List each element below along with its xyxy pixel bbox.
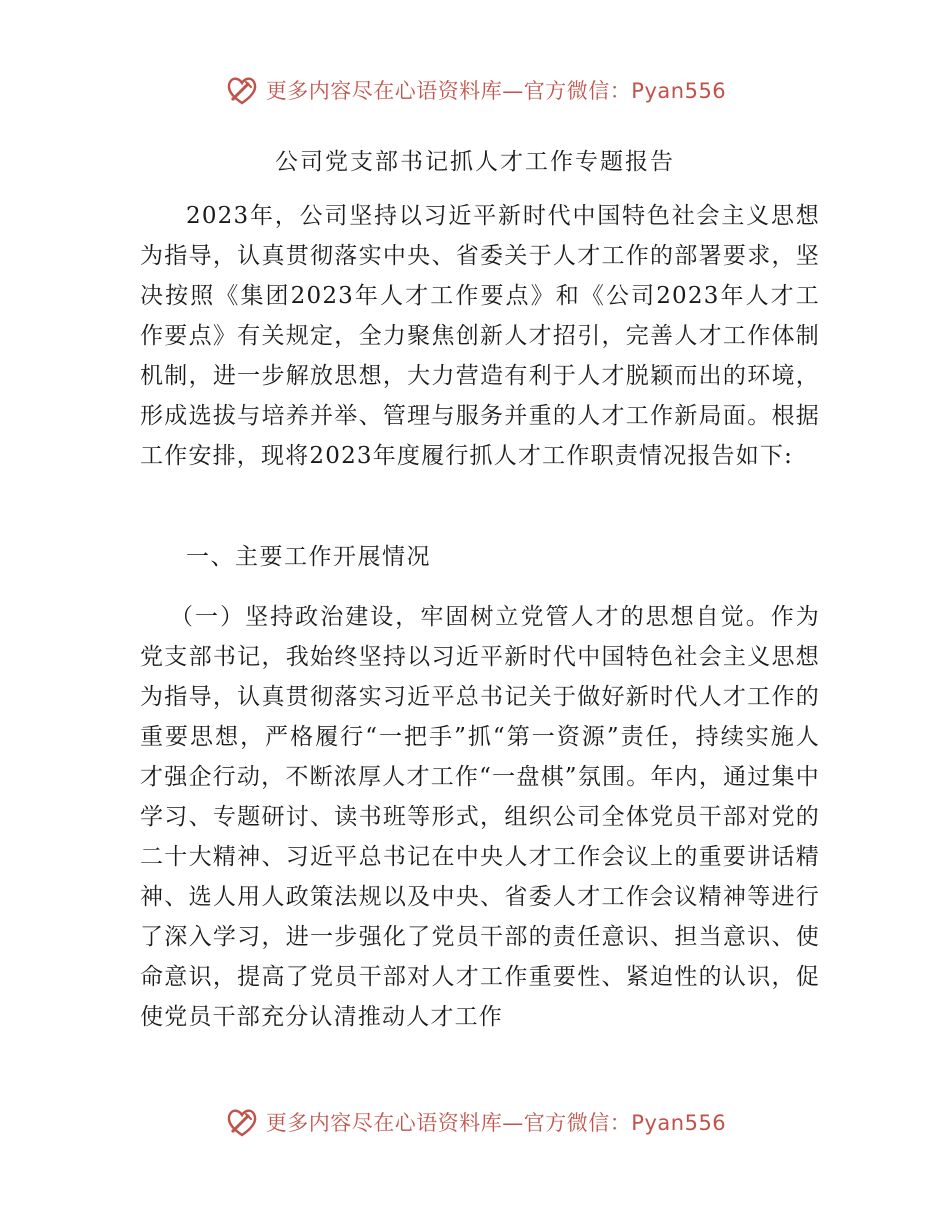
heart-pen-logo-icon: [224, 72, 260, 108]
watermark-text: 更多内容尽在心语资料库—官方微信：Pyan556: [265, 1111, 727, 1135]
section-heading: 一、主要工作开展情况: [186, 544, 431, 570]
section-paragraph: （一）坚持政治建设，牢固树立党管人才的思想自觉。作为党支部书记，我始终坚持以习近平新时代中国特色社会主义思想为指导，认真贯彻落实习近平总书记关于做好新时代人才工作的重要思想，严格履行“一把手”抓“第一资源”责任，持续实施人才强企行动，不断浓厚人才工作“一盘棋”氛围。年内，通过集中学习、专题研讨、读书班等形式，组织公司全体党员干部对党的二十大精神、习近平总书记在中央人才工作会议上的重要讲话精神、选人用人政策法规以及中央、省委人才工作会议精神等进行了深入学习，进一步强化了党员干部的责任意识、担当意识、使命意识，提高了党员干部对人才工作重要性、紧迫性的认识，促使党员干部充分认清推动人才工作: [140, 604, 820, 1030]
heart-pen-logo-icon: [224, 1104, 260, 1140]
watermark-banner-bottom: [0, 1102, 950, 1142]
watermark-text: 更多内容尽在心语资料库—官方微信：Pyan556: [265, 79, 727, 103]
intro-paragraph: 2023年，公司坚持以习近平新时代中国特色社会主义思想为指导，认真贯彻落实中央、省委关于人才工作的部署要求，坚决按照《集团2023年人才工作要点》和《公司2023年人才工作要点》有关规定，全力聚焦创新人才招引，完善人才工作体制机制，进一步解放思想，大力营造有利于人才脱颖而出的环境，形成选拔与培养并举、管理与服务并重的人才工作新局面。根据工作安排，现将2023年度履行抓人才工作职责情况报告如下:: [140, 203, 820, 469]
page-title: 公司党支部书记抓人才工作专题报告: [275, 149, 675, 175]
watermark-banner-top: [0, 70, 950, 110]
